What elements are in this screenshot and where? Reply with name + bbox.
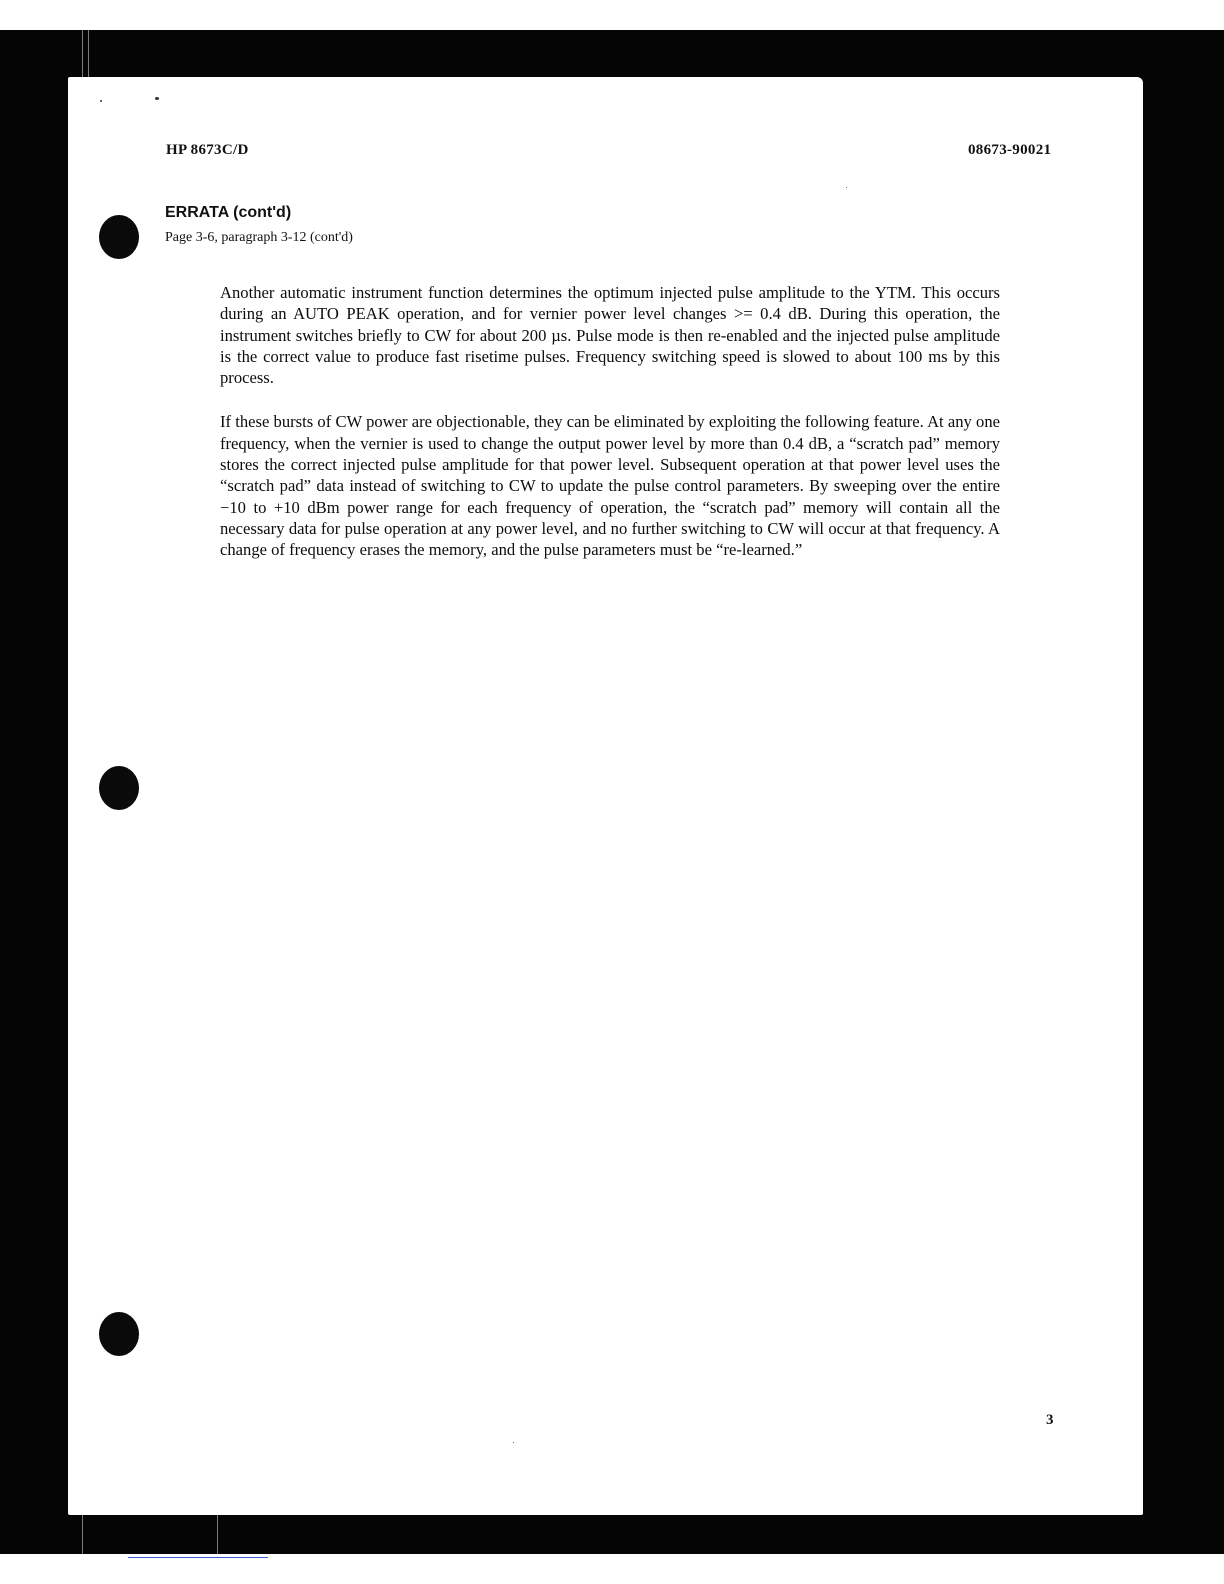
section-reference: Page 3-6, paragraph 3-12 (cont'd)	[165, 230, 353, 245]
scan-speck	[846, 187, 847, 188]
paragraph: Another automatic instrument function determines the optimum injected pulse amplitude to the YTM. This occurs during an AUTO PEAK operation, and for vernier power level changes >= 0.4 dB. During this operation, the instrument switches briefly to CW for about 200 µs. Pulse mode is then re-enabled and the injected pulse amplitude is the correct value to produce fast risetime pulses. Frequency switching speed is slowed to about 100 ms by this process.	[220, 283, 1000, 388]
scan-speck	[155, 97, 159, 100]
paragraph: If these bursts of CW power are objectionable, they can be eliminated by exploiting the following feature. At any one frequency, when the vernier is used to change the output power level by more than 0.4 dB, a “scratch pad” memory stores the correct injected pulse amplitude for that power level. Subsequent operation at that power level uses the “scratch pad” data instead of switching to CW to update the pulse control parameters. By sweeping over the entire −10 to +10 dBm power range for each frequency of operation, the “scratch pad” memory will contain all the necessary data for pulse operation at any power level, and no further switching to CW will occur at that frequency. A change of frequency erases the memory, and the pulse parameters must be “re-learned.”	[220, 412, 1000, 560]
binder-hole-bottom	[99, 1312, 139, 1356]
binder-hole-top	[99, 215, 139, 259]
header-model: HP 8673C/D	[166, 142, 249, 158]
header-part-number: 08673-90021	[968, 142, 1052, 158]
bottom-link-underline	[128, 1557, 268, 1558]
body-text	[220, 282, 1000, 584]
scan-speck	[100, 100, 102, 102]
binder-hole-middle	[99, 766, 139, 810]
section-title: ERRATA (cont'd)	[165, 204, 292, 221]
scan-speck	[513, 1442, 514, 1443]
scan-artifact-line	[217, 1515, 218, 1554]
page-number: 3	[1046, 1412, 1054, 1428]
